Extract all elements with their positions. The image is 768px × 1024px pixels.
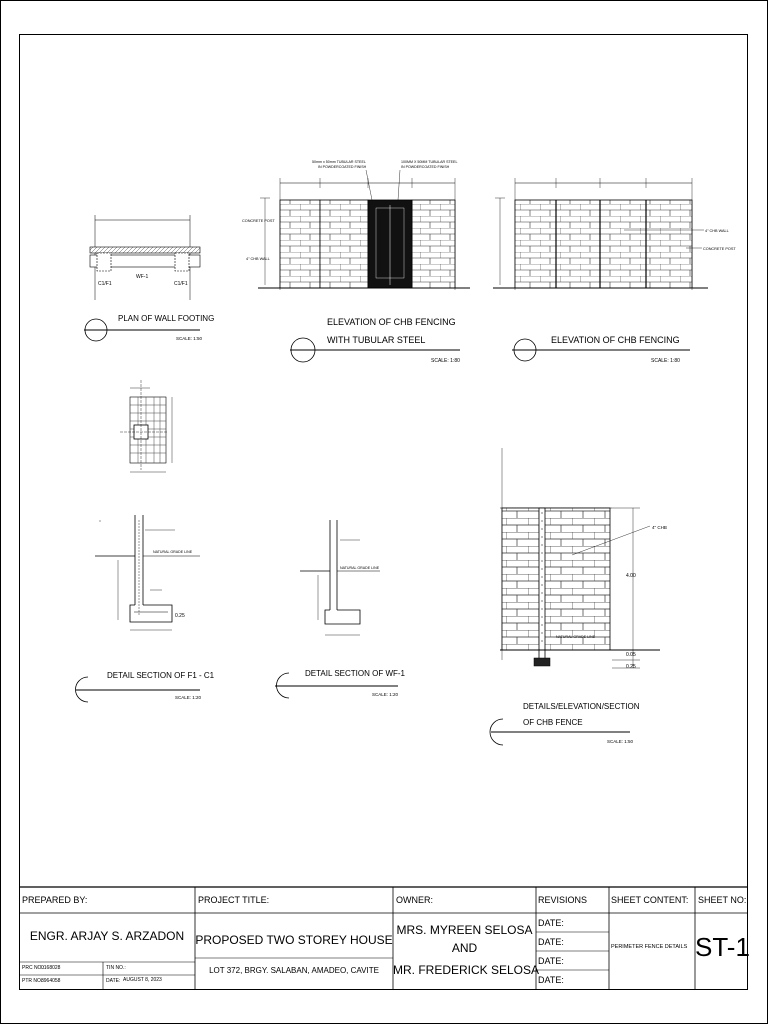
sheet-number: ST-1 [695, 932, 750, 962]
sheet-content: PERIMETER FENCE DETAILS [611, 944, 688, 950]
project-title: PROPOSED TWO STOREY HOUSE [195, 933, 393, 947]
footing-plan-detail [120, 380, 172, 472]
tin-label: TIN NO.: [106, 965, 126, 971]
revision-date-4: DATE: [538, 975, 564, 985]
project-location: LOT 372, BRGY. SALABAN, AMADEO, CAVITE [209, 966, 379, 975]
project-title-label: PROJECT TITLE: [198, 895, 270, 905]
date-value: AUGUST 8, 2023 [123, 977, 162, 983]
sheet-content-label: SHEET CONTENT: [611, 895, 689, 905]
revision-date-2: DATE: [538, 937, 564, 947]
f1-dim: 0.25 [175, 613, 185, 619]
sheet-no-label: SHEET NO: [698, 895, 747, 905]
chb-scale: SCALE: 1:80 [651, 358, 680, 364]
chb-title: ELEVATION OF CHB FENCING [551, 335, 680, 345]
tubular-post-label: CONCRETE POST [242, 219, 275, 223]
f1-grade: NATURAL GRADE LINE [153, 550, 193, 554]
wf1-scale: SCALE: 1:20 [372, 692, 399, 697]
title-block [19, 887, 748, 990]
date-label: DATE: [106, 978, 121, 984]
callout-tube-large: 100MM X 50MM TUBULAR STEEL [401, 160, 458, 164]
chb-fence-title-2: OF CHB FENCE [523, 718, 583, 727]
tubular-scale: SCALE: 1:80 [431, 358, 460, 364]
tubular-wall-label: 4" CHB WALL [246, 257, 270, 261]
chb-fence-title-1: DETAILS/ELEVATION/SECTION [523, 702, 640, 711]
chb-fence-height: 4.00 [626, 573, 636, 579]
revision-date-1: DATE: [538, 918, 564, 928]
prepared-by-label: PREPARED BY: [22, 895, 88, 905]
prc-value: 0168028 [41, 965, 61, 971]
tubular-title-2: WITH TUBULAR STEEL [327, 335, 426, 345]
prc-label: PRC NO.: [22, 965, 45, 971]
ptr-value: 8964058 [41, 978, 61, 984]
plan-wall-footing [84, 215, 214, 341]
elevation-chb [493, 178, 736, 364]
detail-section-f1 [76, 515, 215, 702]
chb-fence-label: 4" CHB [652, 525, 667, 530]
wf1-title: DETAIL SECTION OF WF-1 [305, 669, 406, 678]
details-chb-fence [490, 448, 667, 745]
plan-label-3: C1/F1 [174, 281, 188, 287]
callout-tube-large-2: IN POWDERCOATED FINISH [401, 165, 450, 169]
f1-title: DETAIL SECTION OF F1 - C1 [107, 671, 215, 680]
wf1-grade: NATURAL GRADE LINE [340, 566, 380, 570]
callout-tube-small-2: IN POWDERCOATED FINISH [318, 165, 367, 169]
plan-label-1: C1/F1 [98, 281, 112, 287]
revision-date-3: DATE: [538, 956, 564, 966]
chb-fence-dim-b: 0.25 [626, 664, 636, 670]
revisions-label: REVISIONS [538, 895, 588, 905]
tubular-title-1: ELEVATION OF CHB FENCING [327, 317, 456, 327]
owner-line-1: MRS. MYREEN SELOSA [396, 923, 533, 937]
owner-line-2: AND [451, 941, 478, 955]
chb-fence-grade: NATURAL GRADE LINE [556, 635, 596, 639]
plan-title: PLAN OF WALL FOOTING [118, 314, 215, 323]
plan-label-2: WF-1 [136, 274, 149, 280]
detail-section-wf1 [275, 520, 406, 698]
owner-line-3: MR. FREDERICK SELOSA [393, 963, 540, 977]
chb-fence-dim-a: 0.05 [626, 652, 636, 658]
chb-post-label: CONCRETE POST [703, 247, 736, 251]
chb-fence-scale: SCALE: 1:50 [607, 739, 634, 744]
ptr-label: PTR NO.: [22, 978, 44, 984]
chb-wall-label: 4" CHB WALL [705, 229, 729, 233]
owner-label: OWNER: [396, 895, 433, 905]
prepared-by-name: ENGR. ARJAY S. ARZADON [29, 929, 185, 943]
plan-scale: SCALE: 1:50 [176, 336, 203, 341]
elevation-tubular [242, 160, 470, 364]
f1-scale: SCALE: 1:20 [175, 695, 202, 700]
callout-tube-small: 50mm x 50mm TUBULAR STEEL [312, 160, 366, 164]
